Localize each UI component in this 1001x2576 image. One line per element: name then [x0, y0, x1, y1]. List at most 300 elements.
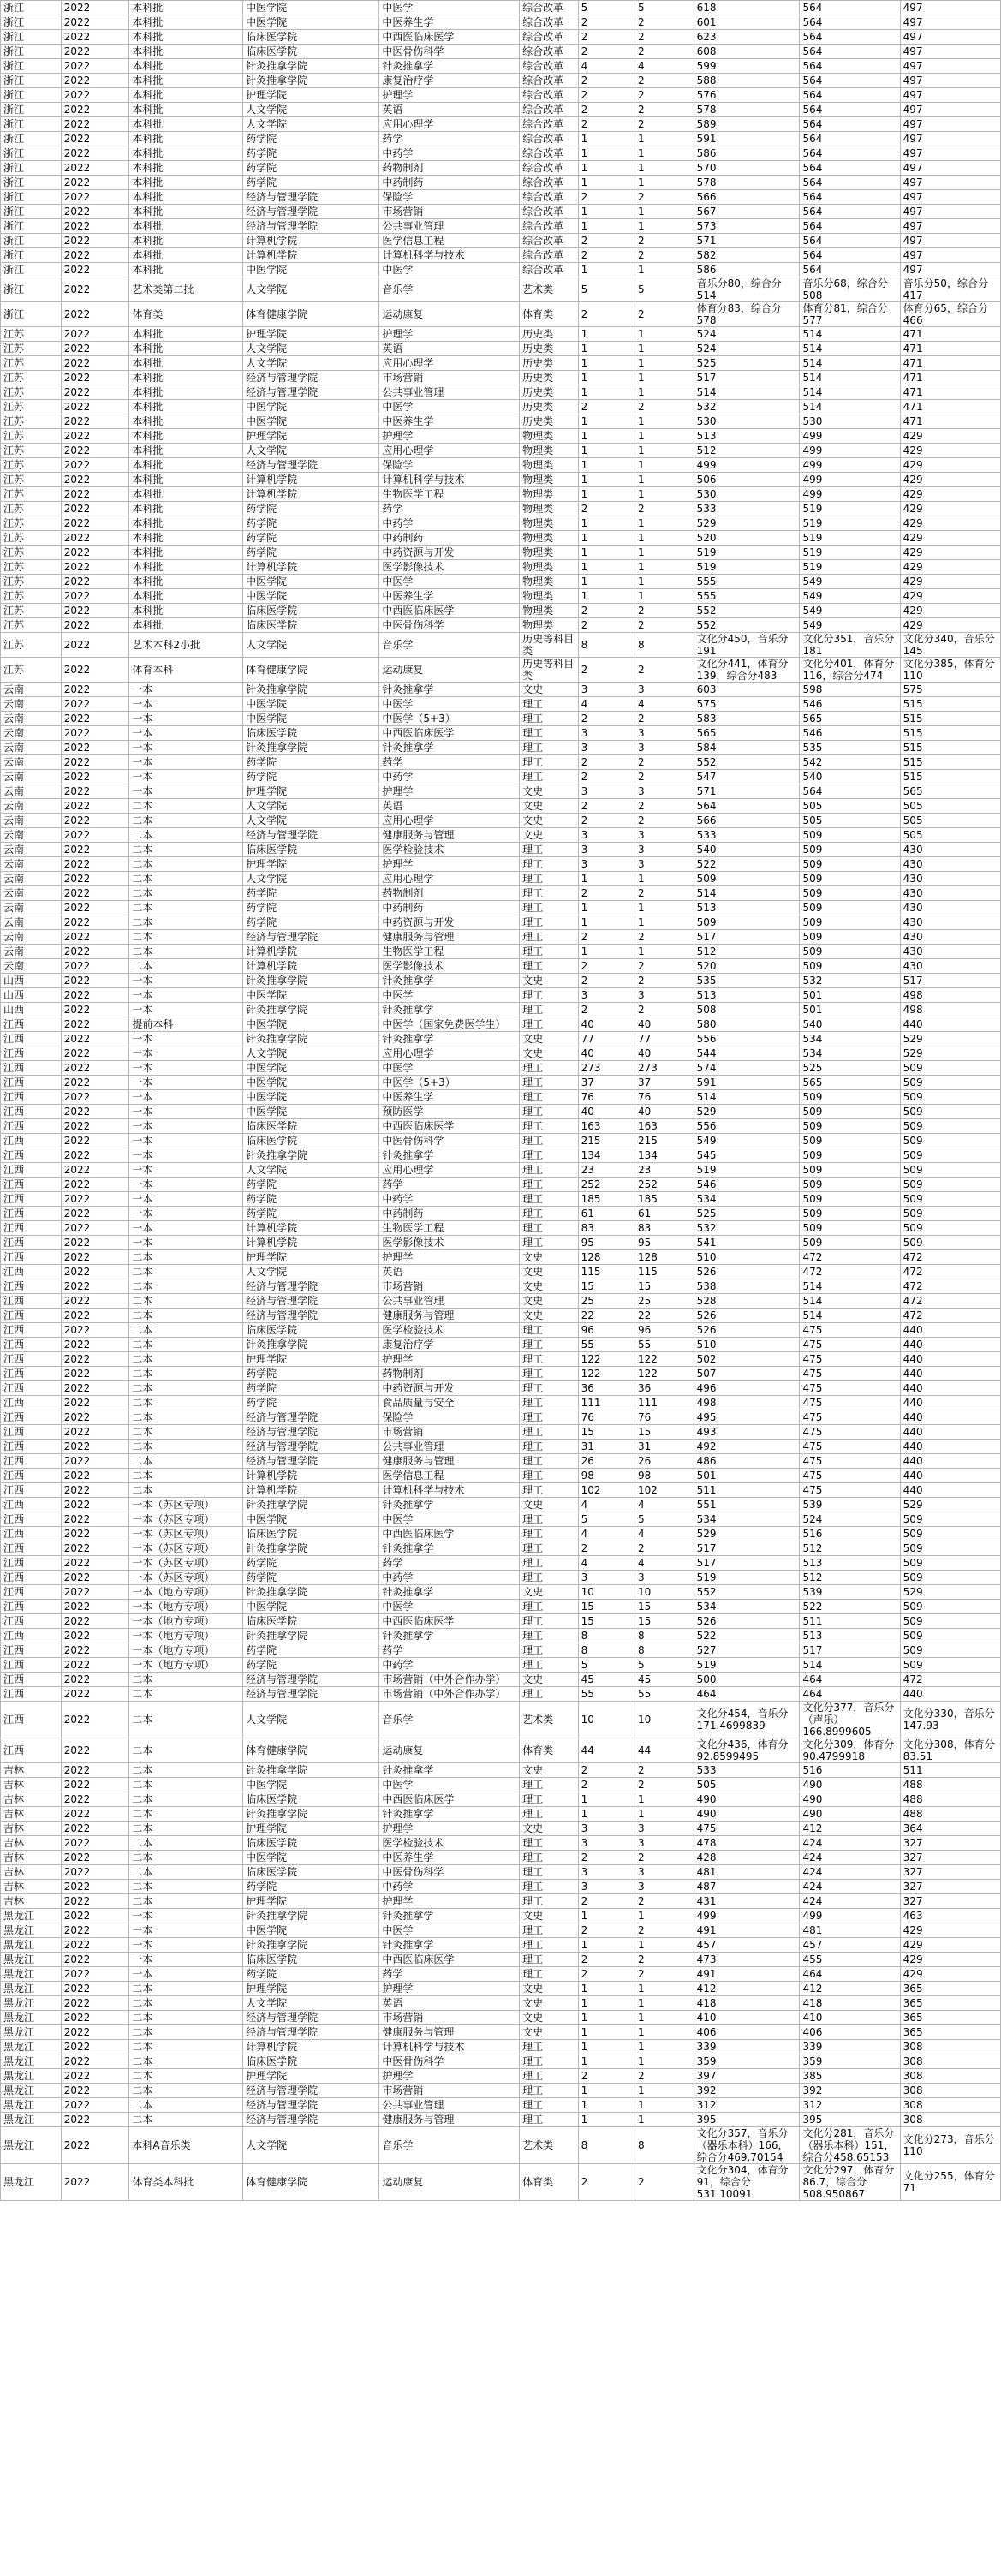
- cell-admit-count: 1: [635, 161, 694, 176]
- cell-year: 2022: [61, 1265, 129, 1279]
- cell-control-line: 440: [900, 1396, 1000, 1410]
- cell-control-line: 327: [900, 1865, 1000, 1880]
- cell-plan-count: 1: [578, 263, 635, 277]
- table-row: [1, 473, 1001, 487]
- cell-admit-count: 55: [635, 1338, 694, 1352]
- cell-year: 2022: [61, 915, 129, 930]
- cell-batch: 本科批: [129, 30, 243, 45]
- table-row: [1, 1865, 1001, 1880]
- cell-lowest-score: 564: [800, 103, 900, 117]
- cell-admit-count: 40: [635, 1046, 694, 1061]
- cell-year: 2022: [61, 263, 129, 277]
- cell-province: 江苏: [1, 560, 62, 575]
- cell-admit-count: 2: [635, 2164, 694, 2201]
- cell-admit-count: 1: [635, 2011, 694, 2025]
- cell-category: 物理类: [520, 618, 579, 633]
- cell-control-line: 529: [900, 1032, 1000, 1046]
- cell-highest-score: 文化分450，音乐分191: [694, 633, 800, 658]
- cell-college: 药学院: [243, 1571, 379, 1585]
- cell-control-line: 429: [900, 560, 1000, 575]
- cell-admit-count: 3: [635, 1822, 694, 1836]
- cell-lowest-score: 499: [800, 444, 900, 458]
- cell-plan-count: 1: [578, 2054, 635, 2069]
- cell-college: 中医学院: [243, 1076, 379, 1090]
- cell-year: 2022: [61, 945, 129, 959]
- cell-college: 中医学院: [243, 1600, 379, 1614]
- cell-major: 针灸推拿学: [379, 1585, 520, 1600]
- cell-batch: 本科批: [129, 473, 243, 487]
- cell-control-line: 509: [900, 1600, 1000, 1614]
- cell-college: 中医学院: [243, 400, 379, 414]
- cell-plan-count: 5: [578, 277, 635, 302]
- cell-year: 2022: [61, 2025, 129, 2040]
- cell-major: 公共事业管理: [379, 2098, 520, 2113]
- cell-batch: 二本: [129, 828, 243, 843]
- cell-college: 针灸推拿学院: [243, 1763, 379, 1778]
- table-row: [1, 618, 1001, 633]
- cell-highest-score: 575: [694, 697, 800, 712]
- cell-year: 2022: [61, 219, 129, 234]
- cell-batch: 本科批: [129, 560, 243, 575]
- cell-admit-count: 3: [635, 828, 694, 843]
- cell-control-line: 429: [900, 444, 1000, 458]
- cell-college: 计算机学院: [243, 2040, 379, 2054]
- cell-lowest-score: 509: [800, 1236, 900, 1250]
- table-row: [1, 248, 1001, 263]
- cell-province: 江西: [1, 1658, 62, 1673]
- cell-lowest-score: 514: [800, 1658, 900, 1673]
- cell-highest-score: 499: [694, 458, 800, 473]
- cell-highest-score: 552: [694, 755, 800, 770]
- cell-major: 护理学: [379, 1982, 520, 1996]
- cell-plan-count: 2: [578, 712, 635, 726]
- cell-category: 文史: [520, 828, 579, 843]
- cell-plan-count: 2: [578, 88, 635, 103]
- cell-control-line: 509: [900, 1105, 1000, 1119]
- cell-highest-score: 547: [694, 770, 800, 784]
- table-row: [1, 15, 1001, 30]
- cell-control-line: 497: [900, 15, 1000, 30]
- cell-plan-count: 2: [578, 302, 635, 327]
- cell-category: 理工: [520, 1090, 579, 1105]
- cell-control-line: 471: [900, 342, 1000, 356]
- cell-highest-score: 312: [694, 2098, 800, 2113]
- cell-batch: 二本: [129, 945, 243, 959]
- cell-plan-count: 4: [578, 697, 635, 712]
- cell-lowest-score: 513: [800, 1556, 900, 1571]
- cell-control-line: 575: [900, 683, 1000, 697]
- cell-control-line: 488: [900, 1792, 1000, 1807]
- cell-batch: 二本: [129, 1702, 243, 1738]
- cell-college: 药学院: [243, 1396, 379, 1410]
- cell-lowest-score: 514: [800, 371, 900, 385]
- cell-admit-count: 4: [635, 697, 694, 712]
- cell-college: 经济与管理学院: [243, 385, 379, 400]
- cell-lowest-score: 499: [800, 458, 900, 473]
- cell-major: 医学信息工程: [379, 234, 520, 248]
- cell-highest-score: 486: [694, 1454, 800, 1469]
- cell-college: 经济与管理学院: [243, 1309, 379, 1323]
- cell-highest-score: 500: [694, 1673, 800, 1687]
- cell-plan-count: 1: [578, 1909, 635, 1923]
- cell-admit-count: 122: [635, 1367, 694, 1381]
- cell-major: 运动康复: [379, 658, 520, 683]
- cell-college: 药学院: [243, 161, 379, 176]
- table-row: [1, 1556, 1001, 1571]
- cell-highest-score: 512: [694, 444, 800, 458]
- cell-province: 黑龙江: [1, 2098, 62, 2113]
- cell-major: 中药学: [379, 770, 520, 784]
- cell-major: 针灸推拿学: [379, 1909, 520, 1923]
- table-row: [1, 1061, 1001, 1076]
- cell-batch: 本科批: [129, 15, 243, 30]
- cell-control-line: 497: [900, 219, 1000, 234]
- cell-province: 江西: [1, 1134, 62, 1148]
- cell-batch: 二本: [129, 2084, 243, 2098]
- cell-province: 吉林: [1, 1807, 62, 1822]
- cell-province: 江苏: [1, 658, 62, 683]
- cell-admit-count: 1: [635, 176, 694, 190]
- cell-control-line: 430: [900, 959, 1000, 974]
- cell-college: 药学院: [243, 770, 379, 784]
- cell-admit-count: 5: [635, 1, 694, 15]
- cell-college: 药学院: [243, 1207, 379, 1221]
- cell-major: 中西医临床医学: [379, 1527, 520, 1541]
- cell-plan-count: 1: [578, 219, 635, 234]
- cell-college: 计算机学院: [243, 473, 379, 487]
- cell-highest-score: 532: [694, 400, 800, 414]
- cell-category: 理工: [520, 1571, 579, 1585]
- cell-plan-count: 15: [578, 1279, 635, 1294]
- cell-year: 2022: [61, 1469, 129, 1483]
- cell-lowest-score: 519: [800, 560, 900, 575]
- cell-province: 浙江: [1, 103, 62, 117]
- cell-batch: 一本（苏区专项）: [129, 1527, 243, 1541]
- cell-major: 医学影像技术: [379, 560, 520, 575]
- cell-major: 药学: [379, 1178, 520, 1192]
- cell-batch: 二本: [129, 1396, 243, 1410]
- cell-college: 临床医学院: [243, 30, 379, 45]
- cell-admit-count: 2: [635, 658, 694, 683]
- cell-control-line: 463: [900, 1909, 1000, 1923]
- cell-batch: 一本: [129, 988, 243, 1003]
- cell-category: 文史: [520, 1585, 579, 1600]
- cell-year: 2022: [61, 2040, 129, 2054]
- cell-college: 药学院: [243, 886, 379, 901]
- table-row: [1, 385, 1001, 400]
- cell-lowest-score: 564: [800, 234, 900, 248]
- table-row: [1, 161, 1001, 176]
- cell-year: 2022: [61, 604, 129, 618]
- cell-batch: 二本: [129, 1894, 243, 1909]
- cell-major: 针灸推拿学: [379, 1032, 520, 1046]
- cell-control-line: 327: [900, 1836, 1000, 1851]
- cell-batch: 二本: [129, 1483, 243, 1498]
- cell-year: 2022: [61, 959, 129, 974]
- cell-college: 护理学院: [243, 2069, 379, 2084]
- cell-province: 江苏: [1, 371, 62, 385]
- cell-highest-score: 526: [694, 1614, 800, 1629]
- cell-category: 理工: [520, 2084, 579, 2098]
- cell-year: 2022: [61, 1894, 129, 1909]
- cell-college: 药学院: [243, 132, 379, 146]
- cell-plan-count: 44: [578, 1738, 635, 1763]
- cell-highest-score: 513: [694, 901, 800, 915]
- cell-plan-count: 1: [578, 458, 635, 473]
- cell-batch: 本科批: [129, 219, 243, 234]
- cell-control-line: 429: [900, 1953, 1000, 1967]
- cell-year: 2022: [61, 2054, 129, 2069]
- cell-college: 经济与管理学院: [243, 1279, 379, 1294]
- cell-major: 生物医学工程: [379, 945, 520, 959]
- cell-category: 综合改革: [520, 219, 579, 234]
- cell-year: 2022: [61, 1410, 129, 1425]
- cell-batch: 一本: [129, 1119, 243, 1134]
- cell-year: 2022: [61, 1367, 129, 1381]
- cell-batch: 一本: [129, 726, 243, 741]
- cell-major: 针灸推拿学: [379, 741, 520, 755]
- cell-admit-count: 2: [635, 1967, 694, 1982]
- cell-batch: 二本: [129, 1279, 243, 1294]
- cell-major: 保险学: [379, 190, 520, 205]
- cell-year: 2022: [61, 1425, 129, 1440]
- table-row: [1, 1090, 1001, 1105]
- cell-batch: 二本: [129, 1996, 243, 2011]
- cell-highest-score: 533: [694, 1763, 800, 1778]
- cell-category: 理工: [520, 1923, 579, 1938]
- table-row: [1, 1410, 1001, 1425]
- cell-lowest-score: 505: [800, 799, 900, 814]
- cell-major: 中药制药: [379, 901, 520, 915]
- cell-control-line: 429: [900, 546, 1000, 560]
- cell-highest-score: 564: [694, 799, 800, 814]
- cell-admit-count: 1: [635, 1807, 694, 1822]
- cell-control-line: 440: [900, 1469, 1000, 1483]
- cell-control-line: 430: [900, 857, 1000, 872]
- cell-category: 理工: [520, 1643, 579, 1658]
- cell-province: 江西: [1, 1076, 62, 1090]
- cell-plan-count: 3: [578, 784, 635, 799]
- cell-highest-score: 406: [694, 2025, 800, 2040]
- table-row: [1, 1738, 1001, 1763]
- cell-admit-count: 2: [635, 400, 694, 414]
- cell-control-line: 498: [900, 1003, 1000, 1017]
- cell-plan-count: 55: [578, 1687, 635, 1702]
- cell-major: 中药学: [379, 516, 520, 531]
- cell-year: 2022: [61, 814, 129, 828]
- cell-category: 理工: [520, 1614, 579, 1629]
- table-row: [1, 1148, 1001, 1163]
- cell-major: 医学检验技术: [379, 843, 520, 857]
- cell-lowest-score: 481: [800, 1923, 900, 1938]
- cell-control-line: 308: [900, 2069, 1000, 2084]
- cell-plan-count: 3: [578, 726, 635, 741]
- table-row: [1, 516, 1001, 531]
- cell-control-line: 472: [900, 1294, 1000, 1309]
- table-row: [1, 712, 1001, 726]
- cell-major: 医学检验技术: [379, 1323, 520, 1338]
- cell-plan-count: 1: [578, 589, 635, 604]
- table-row: [1, 1778, 1001, 1792]
- cell-batch: 一本: [129, 712, 243, 726]
- cell-lowest-score: 516: [800, 1763, 900, 1778]
- cell-year: 2022: [61, 1454, 129, 1469]
- cell-college: 经济与管理学院: [243, 2011, 379, 2025]
- cell-lowest-score: 490: [800, 1807, 900, 1822]
- cell-major: 公共事业管理: [379, 1440, 520, 1454]
- cell-category: 理工: [520, 2098, 579, 2113]
- cell-batch: 二本: [129, 1673, 243, 1687]
- cell-college: 护理学院: [243, 327, 379, 342]
- cell-category: 综合改革: [520, 146, 579, 161]
- cell-year: 2022: [61, 1323, 129, 1338]
- cell-batch: 本科批: [129, 327, 243, 342]
- cell-category: 文史: [520, 1250, 579, 1265]
- cell-lowest-score: 509: [800, 1148, 900, 1163]
- cell-lowest-score: 418: [800, 1996, 900, 2011]
- cell-province: 云南: [1, 843, 62, 857]
- cell-province: 江西: [1, 1207, 62, 1221]
- cell-control-line: 308: [900, 2054, 1000, 2069]
- cell-admit-count: 2: [635, 103, 694, 117]
- cell-major: 计算机科学与技术: [379, 473, 520, 487]
- cell-category: 理工: [520, 1236, 579, 1250]
- cell-highest-score: 601: [694, 15, 800, 30]
- cell-highest-score: 491: [694, 1967, 800, 1982]
- cell-plan-count: 40: [578, 1046, 635, 1061]
- cell-category: 理工: [520, 1894, 579, 1909]
- cell-province: 浙江: [1, 117, 62, 132]
- cell-batch: 二本: [129, 1352, 243, 1367]
- cell-college: 经济与管理学院: [243, 205, 379, 219]
- cell-college: 临床医学院: [243, 1836, 379, 1851]
- cell-category: 文史: [520, 799, 579, 814]
- cell-batch: 一本: [129, 770, 243, 784]
- cell-province: 黑龙江: [1, 2113, 62, 2127]
- cell-category: 理工: [520, 1967, 579, 1982]
- cell-college: 中医学院: [243, 1, 379, 15]
- cell-college: 药学院: [243, 1367, 379, 1381]
- cell-lowest-score: 412: [800, 1822, 900, 1836]
- cell-category: 理工: [520, 2040, 579, 2054]
- cell-category: 理工: [520, 1851, 579, 1865]
- table-row: [1, 277, 1001, 302]
- cell-college: 临床医学院: [243, 1323, 379, 1338]
- cell-year: 2022: [61, 117, 129, 132]
- cell-lowest-score: 564: [800, 117, 900, 132]
- cell-admit-count: 3: [635, 1880, 694, 1894]
- cell-highest-score: 529: [694, 1527, 800, 1541]
- cell-year: 2022: [61, 473, 129, 487]
- cell-control-line: 509: [900, 1207, 1000, 1221]
- cell-highest-score: 524: [694, 342, 800, 356]
- cell-college: 中医学院: [243, 712, 379, 726]
- cell-category: 理工: [520, 915, 579, 930]
- cell-province: 江西: [1, 1469, 62, 1483]
- cell-highest-score: 552: [694, 1585, 800, 1600]
- cell-plan-count: 2: [578, 1778, 635, 1792]
- cell-year: 2022: [61, 1851, 129, 1865]
- cell-lowest-score: 424: [800, 1894, 900, 1909]
- cell-major: 护理学: [379, 1250, 520, 1265]
- cell-college: 药学院: [243, 1643, 379, 1658]
- cell-lowest-score: 392: [800, 2084, 900, 2098]
- cell-highest-score: 541: [694, 1236, 800, 1250]
- cell-major: 运动康复: [379, 1738, 520, 1763]
- cell-plan-count: 1: [578, 2098, 635, 2113]
- cell-lowest-score: 514: [800, 385, 900, 400]
- cell-major: 预防医学: [379, 1105, 520, 1119]
- cell-plan-count: 128: [578, 1250, 635, 1265]
- cell-batch: 一本（苏区专项）: [129, 1556, 243, 1571]
- cell-province: 浙江: [1, 74, 62, 88]
- cell-lowest-score: 499: [800, 487, 900, 502]
- cell-lowest-score: 564: [800, 15, 900, 30]
- cell-province: 江西: [1, 1512, 62, 1527]
- cell-admit-count: 2: [635, 618, 694, 633]
- cell-major: 音乐学: [379, 2127, 520, 2164]
- cell-highest-score: 623: [694, 30, 800, 45]
- cell-highest-score: 507: [694, 1367, 800, 1381]
- cell-college: 临床医学院: [243, 726, 379, 741]
- cell-lowest-score: 540: [800, 770, 900, 784]
- cell-admit-count: 2: [635, 974, 694, 988]
- cell-plan-count: 1: [578, 327, 635, 342]
- cell-college: 中医学院: [243, 263, 379, 277]
- cell-lowest-score: 499: [800, 473, 900, 487]
- cell-province: 江西: [1, 1410, 62, 1425]
- cell-year: 2022: [61, 1836, 129, 1851]
- cell-plan-count: 1: [578, 2011, 635, 2025]
- cell-category: 文史: [520, 814, 579, 828]
- cell-province: 江西: [1, 1629, 62, 1643]
- cell-plan-count: 4: [578, 1556, 635, 1571]
- cell-batch: 二本: [129, 1381, 243, 1396]
- cell-admit-count: 1: [635, 2025, 694, 2040]
- cell-plan-count: 2: [578, 74, 635, 88]
- cell-province: 黑龙江: [1, 1982, 62, 1996]
- cell-major: 中药制药: [379, 176, 520, 190]
- cell-province: 江苏: [1, 473, 62, 487]
- cell-category: 物理类: [520, 444, 579, 458]
- table-row: [1, 1938, 1001, 1953]
- cell-province: 江西: [1, 1483, 62, 1498]
- cell-highest-score: 410: [694, 2011, 800, 2025]
- cell-major: 应用心理学: [379, 444, 520, 458]
- cell-major: 健康服务与管理: [379, 1454, 520, 1469]
- cell-plan-count: 273: [578, 1061, 635, 1076]
- cell-control-line: 509: [900, 1556, 1000, 1571]
- cell-plan-count: 55: [578, 1338, 635, 1352]
- cell-year: 2022: [61, 1938, 129, 1953]
- cell-control-line: 429: [900, 531, 1000, 546]
- cell-province: 浙江: [1, 15, 62, 30]
- cell-control-line: 472: [900, 1279, 1000, 1294]
- cell-lowest-score: 564: [800, 146, 900, 161]
- cell-province: 浙江: [1, 302, 62, 327]
- table-row: [1, 1643, 1001, 1658]
- cell-province: 浙江: [1, 219, 62, 234]
- cell-highest-score: 501: [694, 1469, 800, 1483]
- cell-major: 市场营销: [379, 1425, 520, 1440]
- cell-major: 健康服务与管理: [379, 1309, 520, 1323]
- cell-major: 中医养生学: [379, 15, 520, 30]
- cell-lowest-score: 509: [800, 1163, 900, 1178]
- table-row: [1, 1600, 1001, 1614]
- cell-batch: 一本: [129, 1163, 243, 1178]
- cell-control-line: 308: [900, 2084, 1000, 2098]
- cell-admit-count: 2: [635, 814, 694, 828]
